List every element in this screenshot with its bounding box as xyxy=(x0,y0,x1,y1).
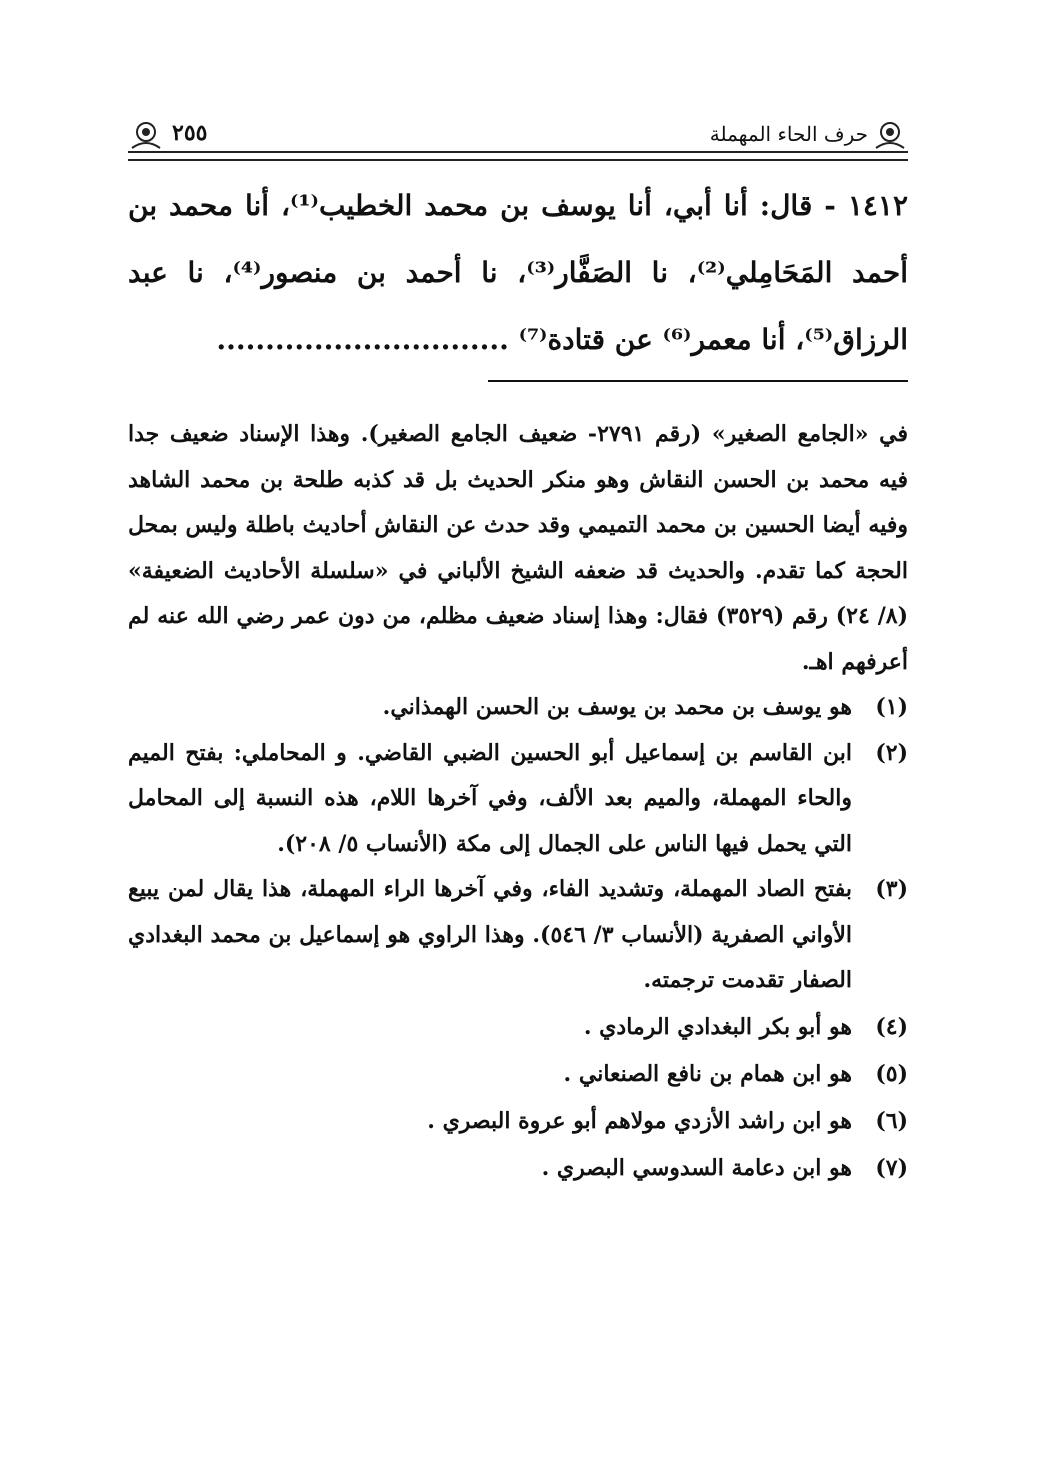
header-rule xyxy=(128,151,908,161)
footnote-item xyxy=(128,685,908,731)
footnote-item xyxy=(128,1145,908,1192)
ornament-right-icon xyxy=(872,118,908,152)
ornament-left-icon xyxy=(128,118,164,152)
footnote-number: (٥) xyxy=(875,1060,908,1087)
footnote-item xyxy=(128,1051,908,1098)
footnote-text: هو أبو بكر البغدادي الرمادي . xyxy=(583,1013,852,1040)
footnote-item xyxy=(128,1098,908,1145)
footnote-text: بفتح الصاد المهملة، وتشديد الفاء، وفي آخرها الراء المهملة، هذا يقال لمن يبيع الأواني الصفرية (الأنساب ٣/ ٥٤٦). وهذا الراوي هو إسماعيل بن محمد البغدادي الصفار تقدمت ترجمته. xyxy=(128,876,852,993)
footnote-text: ابن القاسم بن إسماعيل أبو الحسين الضبي القاضي. و المحاملي: بفتح الميم والحاء المهملة، والميم بعد الألف، وفي آخرها اللام، هذه النسبة إلى المحامل التي يحمل فيها الناس على الجمال إلى مكة (الأنساب ٥/ ٢٠٨). xyxy=(128,739,852,857)
footnote-item xyxy=(128,1004,908,1051)
footnote-item xyxy=(128,731,908,868)
footnote-text: هو ابن همام بن نافع الصنعاني . xyxy=(563,1060,852,1087)
footnote-number: (١) xyxy=(875,694,908,720)
footnote-number: (٦) xyxy=(875,1107,908,1134)
footnote-number: (٧) xyxy=(875,1154,908,1181)
footnote-continuation: في «الجامع الصغير» (رقم ٢٧٩١- ضعيف الجامع الصغير). وهذا الإسناد ضعيف جدا فيه محمد بن الحسن النقاش وهو منكر الحديث بل قد كذبه طلحة بن محمد الشاهد وفيه أيضا الحسين بن محمد التميمي وقد حدث عن النقاش أحاديث باطلة وليس بمحل الحجة كما تقدم. والحديث قد ضعفه الشيخ الألباني في «سلسلة الأحاديث الضعيفة» (٨/ ٢٤) رقم (٣٥٢٩) فقال: وهذا إسناد ضعيف مظلم، من دون عمر رضي الله عنه لم أعرفهم اهـ. xyxy=(128,421,908,675)
footnote-number: (٢) xyxy=(875,739,908,766)
page-number: ٢٥٥ xyxy=(172,120,208,146)
footnotes xyxy=(128,412,908,1192)
footnote-text: هو ابن راشد الأزدي مولاهم أبو عروة البصري . xyxy=(427,1107,852,1134)
footnote-item xyxy=(128,867,908,1004)
footnote-separator xyxy=(488,380,908,382)
footnote-number: (٤) xyxy=(875,1013,908,1040)
footnote-number: (٣) xyxy=(875,876,908,902)
hadith-text: ١٤١٢ - قال: أنا أبي، أنا يوسف بن محمد الخطيب⁽¹⁾، أنا محمد بن أحمد المَحَامِلي⁽²⁾، نا الصَفَّار⁽³⁾، نا أحمد بن منصور⁽⁴⁾، نا عبد الرزاق⁽⁵⁾، أنا معمر⁽⁶⁾ عن قتادة⁽⁷⁾ .............................. xyxy=(128,189,908,356)
footnote-text: هو ابن دعامة السدوسي البصري . xyxy=(541,1154,852,1181)
chapter-title: حرف الحاء المهملة xyxy=(709,122,868,146)
footnote-text: هو يوسف بن محمد بن يوسف بن الحسن الهمذاني. xyxy=(382,694,852,720)
page-header xyxy=(128,118,908,158)
